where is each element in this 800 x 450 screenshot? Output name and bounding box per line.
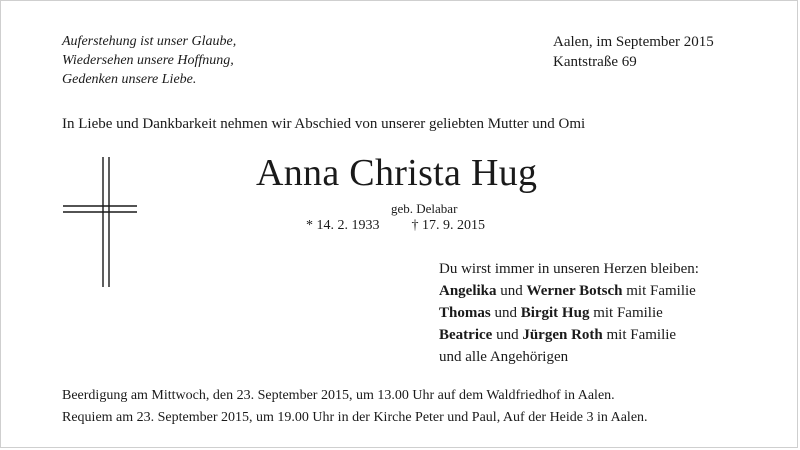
motto-line: Wiedersehen unsere Hoffnung,	[62, 53, 234, 68]
family-rest: mit Familie	[602, 327, 677, 343]
motto-line: Gedenken unsere Liebe.	[62, 72, 197, 87]
family-second: Jürgen Roth	[522, 327, 603, 343]
family-block	[439, 258, 699, 368]
family-rest: mit Familie	[589, 305, 663, 321]
born-name: geb. Delabar	[391, 201, 458, 216]
family-row	[439, 280, 699, 302]
motto-line: Auferstehung ist unser Glaube,	[62, 34, 237, 49]
death-date: † 17. 9. 2015	[411, 218, 485, 233]
family-closing: und alle Angehörigen	[439, 349, 569, 365]
family-row	[439, 324, 699, 346]
family-row	[439, 302, 699, 324]
family-first: Beatrice	[439, 327, 493, 343]
family-first: Angelika	[439, 283, 497, 299]
family-second: Werner Botsch	[526, 283, 623, 299]
services-block	[62, 385, 648, 429]
family-heading: Du wirst immer in unseren Herzen bleiben:	[439, 261, 699, 277]
cross-icon	[59, 157, 139, 287]
deceased-name: Anna Christa Hug	[256, 152, 538, 194]
family-and: und	[490, 305, 521, 321]
requiem-info: Requiem am 23. September 2015, um 19.00 Uhr in der Kirche Peter und Paul, Auf der Heide 3 in Aalen.	[62, 410, 648, 425]
family-rest: mit Familie	[622, 283, 696, 299]
city-date: Aalen, im September 2015	[553, 34, 714, 50]
address: Kantstraße 69	[553, 54, 637, 70]
life-dates	[306, 218, 485, 234]
family-and: und	[492, 327, 523, 343]
funeral-info: Beerdigung am Mittwoch, den 23. September 2015, um 13.00 Uhr auf dem Waldfriedhof in Aalen.	[62, 388, 615, 403]
family-first: Thomas	[439, 305, 491, 321]
birth-date: * 14. 2. 1933	[306, 218, 380, 233]
motto	[62, 32, 236, 89]
intro-text: In Liebe und Dankbarkeit nehmen wir Abschied von unserer geliebten Mutter und Omi	[62, 116, 586, 132]
place-block	[553, 32, 714, 72]
family-and: und	[496, 283, 527, 299]
family-second: Birgit Hug	[520, 305, 590, 321]
